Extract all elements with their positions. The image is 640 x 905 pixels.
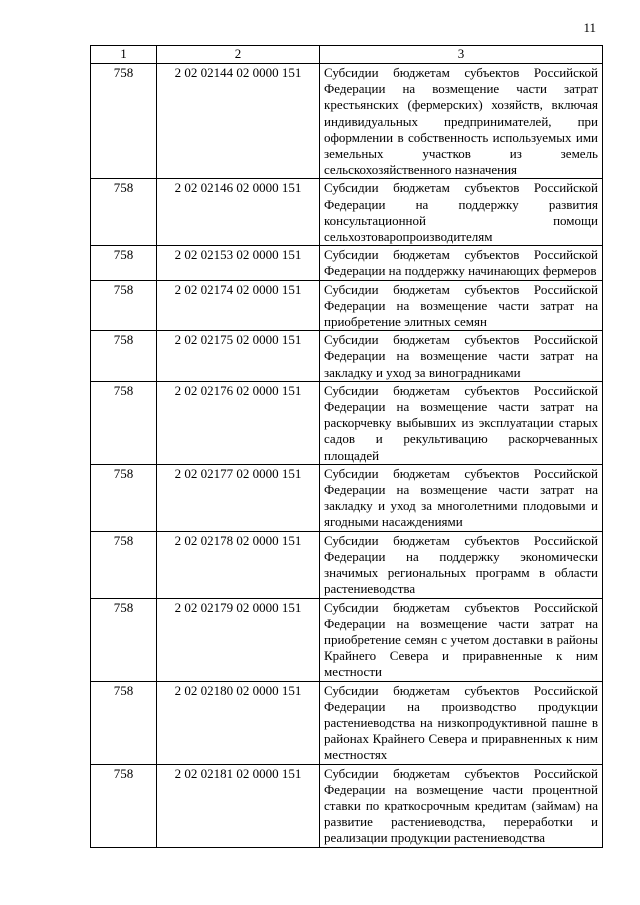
budget-code-cell: 2 02 02177 02 0000 151 (157, 464, 320, 531)
budget-codes-table (90, 45, 603, 848)
table-row (91, 179, 603, 246)
description-cell: Субсидии бюджетам субъектов Российской Федерации на возмещение части затрат на закладку и уход за многолетними плодовыми и ягодными насаждениями (320, 464, 603, 531)
table-row (91, 280, 603, 331)
budget-code-cell: 2 02 02153 02 0000 151 (157, 246, 320, 280)
budget-code-cell: 2 02 02179 02 0000 151 (157, 598, 320, 681)
description-cell: Субсидии бюджетам субъектов Российской Федерации на поддержку начинающих фермеров (320, 246, 603, 280)
table-row (91, 681, 603, 764)
description-cell: Субсидии бюджетам субъектов Российской Федерации на возмещение части затрат на приобретение элитных семян (320, 280, 603, 331)
table-row (91, 381, 603, 464)
budget-code-cell: 2 02 02180 02 0000 151 (157, 681, 320, 764)
description-cell: Субсидии бюджетам субъектов Российской Федерации на поддержку развития консультационной помощи сельхозтоваропроизводителям (320, 179, 603, 246)
budget-code-cell: 2 02 02174 02 0000 151 (157, 280, 320, 331)
admin-code-cell: 758 (91, 681, 157, 764)
header-col-2: 2 (157, 46, 320, 64)
table-row (91, 764, 603, 847)
admin-code-cell: 758 (91, 246, 157, 280)
table-body (91, 64, 603, 848)
table-row (91, 598, 603, 681)
page-number: 11 (583, 20, 596, 35)
header-row (91, 46, 603, 64)
description-cell: Субсидии бюджетам субъектов Российской Федерации на возмещение части затрат на приобретение семян с учетом доставки в районы Крайнего Севера и приравненные к ним местности (320, 598, 603, 681)
description-cell: Субсидии бюджетам субъектов Российской Федерации на производство продукции растениеводства на низкопродуктивной пашне в районах Крайнего Севера и приравненных к ним местностях (320, 681, 603, 764)
admin-code-cell: 758 (91, 531, 157, 598)
budget-code-cell: 2 02 02181 02 0000 151 (157, 764, 320, 847)
description-cell: Субсидии бюджетам субъектов Российской Федерации на возмещение части затрат крестьянских (фермерских) хозяйств, включая индивидуальных предпринимателей, при оформлении в собственность используемых ими земельных участков из земель сельскохозяйственного назначения (320, 64, 603, 179)
description-cell: Субсидии бюджетам субъектов Российской Федерации на возмещение части процентной ставки по краткосрочным кредитам (займам) на развитие растениеводства, переработки и реализации продукции растениеводства (320, 764, 603, 847)
table-row (91, 64, 603, 179)
description-cell: Субсидии бюджетам субъектов Российской Федерации на поддержку экономически значимых региональных программ в области растениеводства (320, 531, 603, 598)
description-cell: Субсидии бюджетам субъектов Российской Федерации на возмещение части затрат на раскорчевку выбывших из эксплуатации старых садов и рекультивацию раскорчеванных площадей (320, 381, 603, 464)
table-row (91, 331, 603, 382)
admin-code-cell: 758 (91, 179, 157, 246)
budget-code-cell: 2 02 02146 02 0000 151 (157, 179, 320, 246)
admin-code-cell: 758 (91, 64, 157, 179)
admin-code-cell: 758 (91, 280, 157, 331)
description-cell: Субсидии бюджетам субъектов Российской Федерации на возмещение части затрат на закладку и уход за виноградниками (320, 331, 603, 382)
table-row (91, 246, 603, 280)
admin-code-cell: 758 (91, 598, 157, 681)
budget-code-cell: 2 02 02144 02 0000 151 (157, 64, 320, 179)
admin-code-cell: 758 (91, 464, 157, 531)
budget-code-cell: 2 02 02176 02 0000 151 (157, 381, 320, 464)
table-row (91, 531, 603, 598)
admin-code-cell: 758 (91, 331, 157, 382)
admin-code-cell: 758 (91, 381, 157, 464)
table-header (91, 46, 603, 64)
admin-code-cell: 758 (91, 764, 157, 847)
budget-code-cell: 2 02 02178 02 0000 151 (157, 531, 320, 598)
header-col-1: 1 (91, 46, 157, 64)
header-col-3: 3 (320, 46, 603, 64)
budget-code-cell: 2 02 02175 02 0000 151 (157, 331, 320, 382)
table-row (91, 464, 603, 531)
